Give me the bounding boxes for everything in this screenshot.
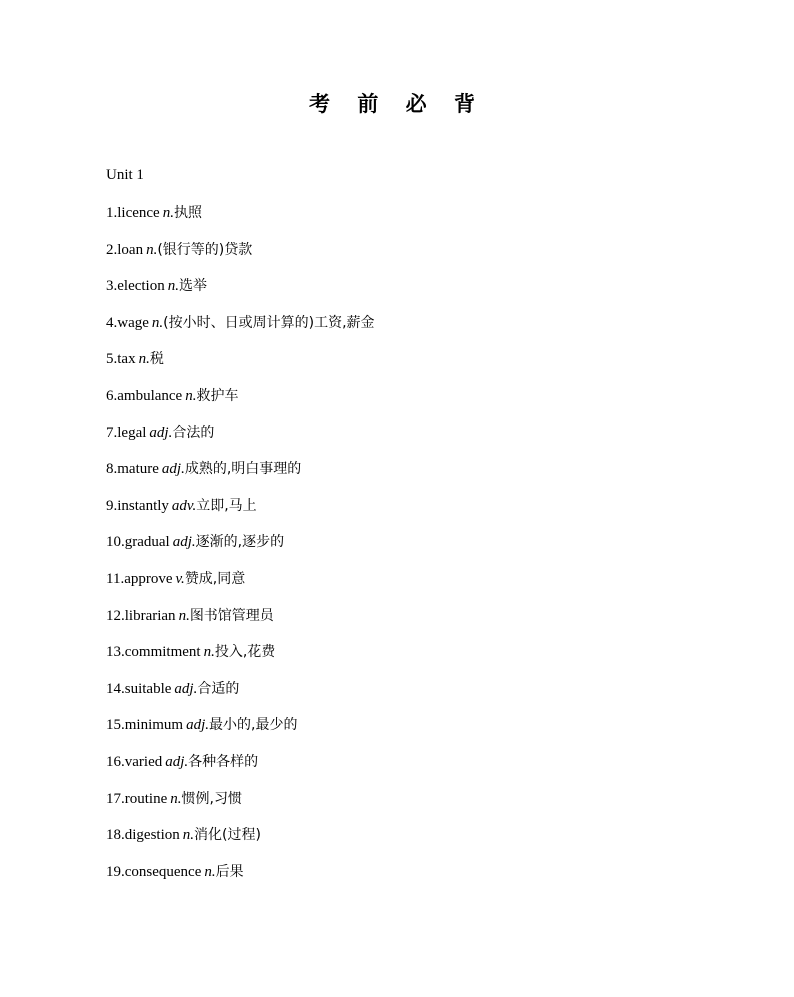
entry-meaning: 执照: [173, 205, 202, 221]
vocabulary-entry: [106, 825, 375, 862]
entry-word: 9.instantly: [106, 497, 169, 514]
vocabulary-entry: [106, 386, 375, 423]
vocabulary-entry: [106, 276, 375, 313]
entry-meaning: (银行等的)贷款: [157, 241, 253, 258]
vocabulary-entry: [106, 459, 375, 496]
entry-word: 2.loan: [106, 241, 144, 258]
vocabulary-list: [106, 203, 375, 898]
entry-part-of-speech: adj.: [149, 424, 173, 441]
entry-part-of-speech: n.: [204, 863, 216, 880]
entry-part-of-speech: adj.: [186, 717, 210, 734]
entry-word: 13.commitment: [106, 644, 201, 661]
entry-part-of-speech: n.: [178, 607, 190, 624]
entry-word: 6.ambulance: [106, 387, 183, 404]
entry-meaning: 救护车: [196, 387, 239, 404]
entry-word: 15.minimum: [106, 717, 184, 734]
vocabulary-entry: [106, 862, 375, 899]
entry-part-of-speech: adv.: [171, 497, 197, 514]
entry-meaning: 合法的: [172, 424, 215, 441]
entry-part-of-speech: adj.: [174, 680, 198, 697]
entry-meaning: 图书馆管理员: [189, 607, 274, 624]
vocabulary-entry: [106, 240, 375, 277]
vocabulary-entry: [106, 496, 375, 533]
entry-word: 17.routine: [106, 790, 168, 807]
entry-meaning: 惯例,习惯: [181, 790, 242, 807]
entry-word: 7.legal: [106, 424, 147, 441]
entry-meaning: 合适的: [197, 680, 240, 697]
entry-meaning: 立即,马上: [196, 497, 257, 514]
vocabulary-entry: [106, 423, 375, 460]
entry-part-of-speech: n.: [203, 644, 215, 661]
entry-word: 19.consequence: [106, 863, 202, 880]
entry-word: 3.election: [106, 278, 165, 295]
entry-meaning: 选举: [178, 278, 207, 295]
entry-part-of-speech: adj.: [172, 534, 196, 551]
entry-word: 8.mature: [106, 461, 159, 478]
vocabulary-entry: [106, 569, 375, 606]
entry-word: 12.librarian: [106, 607, 176, 624]
vocabulary-entry: [106, 203, 375, 240]
vocabulary-entry: [106, 349, 375, 386]
entry-part-of-speech: n.: [138, 351, 150, 368]
entry-word: 18.digestion: [106, 827, 180, 844]
vocabulary-entry: [106, 606, 375, 643]
entry-meaning: 最小的,最少的: [209, 717, 298, 734]
entry-part-of-speech: v.: [175, 570, 185, 587]
vocabulary-entry: [106, 715, 375, 752]
entry-meaning: 赞成,同意: [184, 570, 246, 587]
vocabulary-entry: [106, 752, 375, 789]
entry-word: 14.suitable: [106, 680, 172, 697]
entry-meaning: 税: [149, 351, 164, 368]
page-title: 考 前 必 背: [309, 91, 485, 116]
entry-word: 5.tax: [106, 351, 136, 368]
entry-meaning: 逐渐的,逐步的: [195, 534, 285, 551]
entry-meaning: 投入,花费: [214, 644, 276, 661]
entry-part-of-speech: n.: [162, 205, 174, 221]
entry-part-of-speech: n.: [170, 790, 182, 807]
entry-word: 10.gradual: [106, 534, 170, 551]
entry-meaning: (按小时、日或周计算的)工资,薪金: [163, 314, 375, 331]
entry-meaning: 成熟的,明白事理的: [184, 461, 302, 478]
entry-word: 1.licence: [106, 205, 160, 221]
vocabulary-entry: [106, 313, 375, 350]
unit-heading: Unit 1: [106, 167, 144, 183]
entry-part-of-speech: n.: [182, 827, 194, 844]
vocabulary-entry: [106, 532, 375, 569]
entry-meaning: 各种各样的: [188, 753, 259, 770]
entry-word: 16.varied: [106, 753, 163, 770]
entry-word: 11.approve: [106, 570, 173, 587]
vocabulary-entry: [106, 679, 375, 716]
entry-part-of-speech: adj.: [161, 461, 185, 478]
vocabulary-entry: [106, 789, 375, 826]
entry-part-of-speech: n.: [151, 314, 164, 331]
entry-part-of-speech: adj.: [165, 753, 189, 770]
entry-word: 4.wage: [106, 314, 149, 331]
vocabulary-entry: [106, 642, 375, 679]
entry-meaning: 消化(过程): [194, 827, 261, 844]
entry-part-of-speech: n.: [146, 241, 158, 258]
entry-meaning: 后果: [215, 863, 244, 880]
entry-part-of-speech: n.: [167, 278, 179, 295]
entry-part-of-speech: n.: [185, 387, 197, 404]
